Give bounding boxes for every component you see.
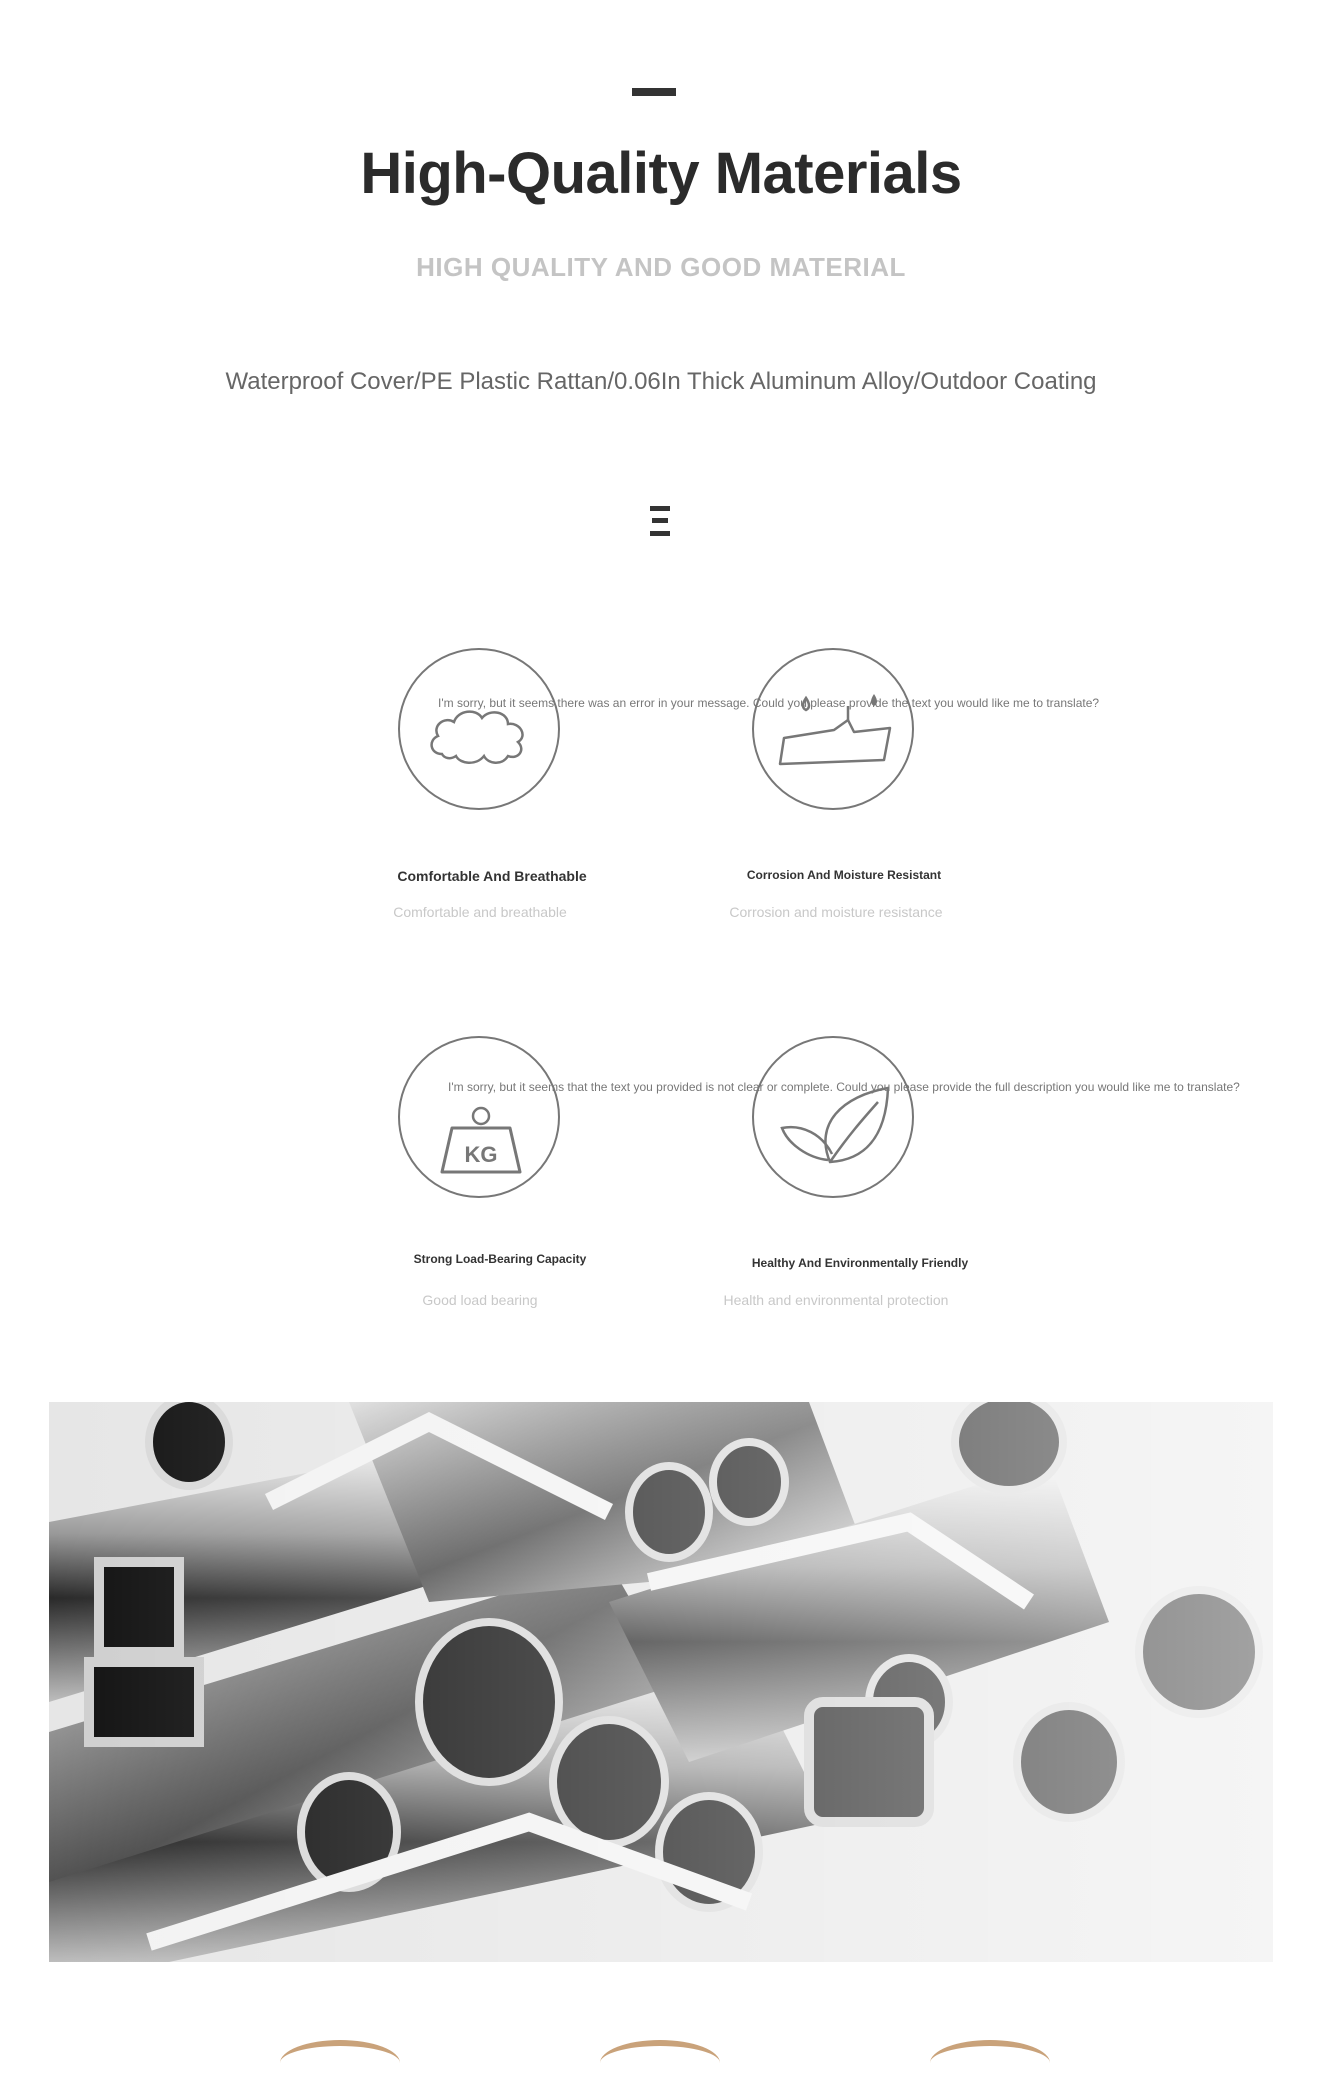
partial-item-middle xyxy=(600,2040,720,2086)
leaf-icon xyxy=(752,1036,914,1198)
partial-item-right xyxy=(930,2040,1050,2086)
section-dash-divider xyxy=(632,88,676,96)
materials-list: Waterproof Cover/PE Plastic Rattan/0.06In Thick Aluminum Alloy/Outdoor Coating xyxy=(225,368,1097,395)
note-text-1: I'm sorry, but it seems there was an error in your message. Could you please provide the text you would like me to translate? xyxy=(438,696,1100,710)
feature-subtitle-corrosion: Corrosion and moisture resistance xyxy=(729,904,943,920)
cloud-icon xyxy=(398,648,560,810)
partial-item-left xyxy=(280,2040,400,2086)
kg-label: KG xyxy=(464,1142,498,1167)
feature-title-comfort: Comfortable And Breathable xyxy=(397,868,587,884)
section-subtitle: HIGH QUALITY AND GOOD MATERIAL xyxy=(416,252,906,282)
section-title: High-Quality Materials xyxy=(360,141,962,206)
aluminum-profiles-photo xyxy=(49,1402,1273,1962)
water-drop-icon xyxy=(752,648,914,810)
feature-title-load: Strong Load-Bearing Capacity xyxy=(413,1252,587,1266)
feature-subtitle-load: Good load bearing xyxy=(422,1292,538,1308)
menu-glyph-icon xyxy=(648,504,672,538)
feature-title-eco: Healthy And Environmentally Friendly xyxy=(751,1256,969,1270)
note-text-2: I'm sorry, but it seems that the text you provided is not clear or complete. Could you please provide the full description you would like me to translate? xyxy=(448,1080,1240,1094)
feature-subtitle-comfort: Comfortable and breathable xyxy=(393,904,567,920)
weight-kg-icon xyxy=(398,1036,560,1198)
feature-title-corrosion: Corrosion And Moisture Resistant xyxy=(746,868,942,882)
feature-subtitle-eco: Health and environmental protection xyxy=(723,1292,949,1308)
